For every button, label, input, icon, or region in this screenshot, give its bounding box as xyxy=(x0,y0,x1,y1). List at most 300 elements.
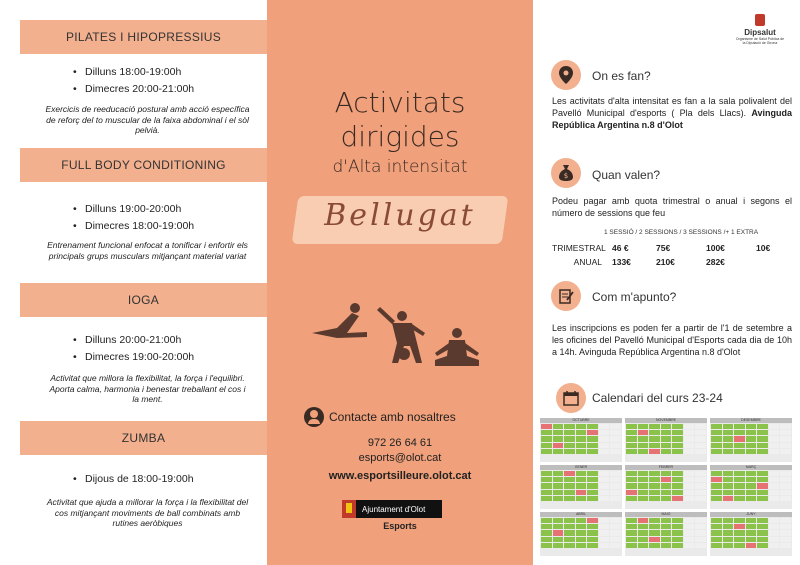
calendar-day xyxy=(684,483,695,488)
calendar-day xyxy=(626,430,637,435)
calendar-day xyxy=(769,443,780,448)
calendar-day xyxy=(780,430,791,435)
calendar-day xyxy=(661,471,672,476)
calendar-day xyxy=(734,471,745,476)
calendar-day xyxy=(711,443,722,448)
price-cell: 282€ xyxy=(706,257,725,267)
calendar-day xyxy=(711,524,722,529)
section-title-pilates: PILATES I HIPOPRESSIUS xyxy=(20,20,267,54)
calendar-day xyxy=(746,424,757,429)
calendar-day xyxy=(599,524,610,529)
calendar-day xyxy=(757,483,768,488)
calendar-day xyxy=(672,477,683,482)
calendar-day xyxy=(672,518,683,523)
section-title-ioga: IOGA xyxy=(20,283,267,317)
calendar-icon xyxy=(556,383,586,413)
calendar-day xyxy=(734,449,745,454)
calendar-day xyxy=(746,524,757,529)
subtitle: d'Alta intensitat xyxy=(332,157,468,177)
calendar-day xyxy=(711,424,722,429)
calendar-day xyxy=(684,524,695,529)
calendar-day xyxy=(746,530,757,535)
calendar-day xyxy=(610,443,621,448)
calendar-day xyxy=(638,424,649,429)
calendar-day xyxy=(564,471,575,476)
calendar-day xyxy=(695,477,706,482)
calendar-day xyxy=(638,543,649,548)
calendar-day xyxy=(723,490,734,495)
calendar-day xyxy=(695,543,706,548)
calendar-day xyxy=(649,436,660,441)
where-address: Avinguda República Argentina n.8 d'Olot xyxy=(552,108,792,130)
shield-icon xyxy=(342,500,356,518)
description-pilates: Exercicis de reeducació postural amb acció específica de reforç del to muscular de la faixa abdominal i el sòl pelvià. xyxy=(45,104,250,135)
where-text xyxy=(552,95,792,131)
calendar-day xyxy=(599,490,610,495)
signup-text: Les inscripcions es poden fer a partir de l'1 de setembre a les oficines del Pavelló Municipal d'Esports cada dia de 10h a 14h. Avinguda República Argentina n.8 d'Olot xyxy=(552,323,792,357)
calendar-day xyxy=(734,530,745,535)
calendar-day xyxy=(769,490,780,495)
calendar-day xyxy=(610,543,621,548)
calendar-day xyxy=(661,443,672,448)
calendar-day xyxy=(576,537,587,542)
calendar-day xyxy=(711,518,722,523)
calendar-day xyxy=(541,436,552,441)
calendar-day xyxy=(599,483,610,488)
calendar-day xyxy=(599,537,610,542)
calendar-day xyxy=(672,496,683,501)
calendar-day xyxy=(746,436,757,441)
calendar-day xyxy=(757,471,768,476)
calendar-day xyxy=(684,543,695,548)
calendar-day xyxy=(734,483,745,488)
calendar-day xyxy=(541,424,552,429)
calendar-day xyxy=(661,537,672,542)
calendar-day xyxy=(541,477,552,482)
signup-title: Com m'apunto? xyxy=(592,290,677,304)
calendar-day xyxy=(649,430,660,435)
calendar-day xyxy=(672,483,683,488)
row-label: TRIMESTRAL xyxy=(552,243,606,253)
calendar-day xyxy=(672,430,683,435)
calendar-day xyxy=(576,471,587,476)
calendar-day xyxy=(610,490,621,495)
calendar-day xyxy=(564,530,575,535)
calendar-day xyxy=(711,543,722,548)
calendar-day xyxy=(626,543,637,548)
phone-number: 972 26 64 61 xyxy=(367,437,433,449)
calendar-day xyxy=(649,443,660,448)
calendar-day xyxy=(649,490,660,495)
calendar-day xyxy=(746,490,757,495)
calendar-day xyxy=(757,524,768,529)
calendar-day xyxy=(638,471,649,476)
calendar-day xyxy=(553,543,564,548)
calendar-day xyxy=(576,443,587,448)
calendar-day xyxy=(769,530,780,535)
schedule-full-body xyxy=(73,203,194,237)
calendar-day xyxy=(684,537,695,542)
calendar-day xyxy=(553,424,564,429)
calendar-day xyxy=(541,524,552,529)
calendar-month xyxy=(625,512,707,556)
calendar-day xyxy=(599,436,610,441)
calendar-day xyxy=(587,443,598,448)
price-title: Quan valen? xyxy=(592,168,661,182)
calendar-month xyxy=(710,418,792,462)
calendar-day xyxy=(564,518,575,523)
coat-of-arms-icon xyxy=(755,14,765,26)
calendar-day xyxy=(587,483,598,488)
calendar-day xyxy=(638,530,649,535)
calendar-day xyxy=(541,530,552,535)
calendar-day xyxy=(672,424,683,429)
calendar-day xyxy=(734,543,745,548)
calendar-day xyxy=(711,436,722,441)
calendar-day xyxy=(626,449,637,454)
calendar-day xyxy=(695,424,706,429)
calendar-day xyxy=(695,430,706,435)
description-zumba: Activitat que ajuda a millorar la força i la flexibilitat del cos mitjançant moviments de ball combinats amb rutines aeròbiques xyxy=(46,497,249,528)
calendar-day xyxy=(769,543,780,548)
calendar-day xyxy=(695,483,706,488)
calendar-day xyxy=(769,477,780,482)
calendar-day xyxy=(695,436,706,441)
calendar-day xyxy=(553,490,564,495)
calendar-day xyxy=(564,483,575,488)
calendar-day xyxy=(723,496,734,501)
city-logo xyxy=(342,500,442,518)
email-link[interactable]: esports@olot.cat xyxy=(358,452,442,464)
calendar-day xyxy=(576,436,587,441)
schedule-pilates xyxy=(73,66,194,100)
calendar-day xyxy=(541,518,552,523)
calendar-day xyxy=(638,449,649,454)
calendar-day xyxy=(610,430,621,435)
calendar-day xyxy=(672,530,683,535)
calendar-day xyxy=(769,483,780,488)
calendar-day xyxy=(553,436,564,441)
calendar-day xyxy=(610,424,621,429)
calendar-day xyxy=(587,530,598,535)
calendar-day xyxy=(576,543,587,548)
calendar-day xyxy=(746,518,757,523)
calendar-day xyxy=(599,424,610,429)
calendar-day xyxy=(541,537,552,542)
brand-name: Bellugat xyxy=(324,198,476,233)
price-header: 1 SESSIÓ / 2 SESSIONS / 3 SESSIONS /+ 1 EXTRA xyxy=(604,229,759,236)
calendar-day xyxy=(734,524,745,529)
section-title-zumba: ZUMBA xyxy=(20,421,267,455)
calendar-day xyxy=(626,424,637,429)
calendar-day xyxy=(553,518,564,523)
schedule-item: • Dimecres 19:00-20:00h xyxy=(73,351,194,363)
calendar-day xyxy=(769,424,780,429)
calendar-day xyxy=(695,518,706,523)
title-line-1: Activitats xyxy=(334,86,466,119)
calendar-day xyxy=(638,483,649,488)
calendar-day xyxy=(626,483,637,488)
left-panel xyxy=(0,0,267,565)
price-cell: 46 € xyxy=(612,243,629,253)
calendar-day xyxy=(672,490,683,495)
price-cell: 10€ xyxy=(756,243,771,253)
calendar-day xyxy=(626,477,637,482)
logo-text: Ajuntament d'Olot xyxy=(362,504,426,514)
calendar-day xyxy=(684,430,695,435)
calendar-day xyxy=(757,518,768,523)
org-name: Dipsalut xyxy=(744,28,776,37)
calendar-day xyxy=(780,477,791,482)
calendar-day xyxy=(746,477,757,482)
calendar-day xyxy=(610,524,621,529)
calendar-day xyxy=(780,518,791,523)
calendar-month-label: OCTUBRE xyxy=(540,418,622,423)
calendar-day xyxy=(757,449,768,454)
calendar-day xyxy=(723,443,734,448)
calendar-day xyxy=(746,443,757,448)
description-ioga: Activitat que millora la flexibilitat, la força i l'equilibri. Aporta calma, harmonia i benestar treballant el cos i la ment. xyxy=(49,373,246,404)
calendar-day xyxy=(695,530,706,535)
table-row xyxy=(550,256,791,268)
calendar-day xyxy=(684,496,695,501)
calendar-day xyxy=(734,490,745,495)
calendar-day xyxy=(564,524,575,529)
price-cell xyxy=(754,256,791,268)
clipboard-icon xyxy=(551,281,581,311)
calendar-day xyxy=(649,477,660,482)
schedule-item: • Dilluns 19:00-20:00h xyxy=(73,203,194,215)
calendar-day xyxy=(780,543,791,548)
calendar-day xyxy=(711,490,722,495)
calendar-day xyxy=(553,430,564,435)
calendar-day xyxy=(711,496,722,501)
calendar-day xyxy=(610,537,621,542)
calendar-day xyxy=(649,530,660,535)
exercise-figures-icon xyxy=(307,288,497,378)
calendar-day xyxy=(587,490,598,495)
calendar-day xyxy=(780,424,791,429)
calendar-day xyxy=(661,490,672,495)
calendar-day xyxy=(576,518,587,523)
calendar-day xyxy=(626,436,637,441)
calendar-day xyxy=(638,524,649,529)
calendar-day xyxy=(599,443,610,448)
calendar-day xyxy=(672,449,683,454)
calendar-month xyxy=(540,512,622,556)
calendar-day xyxy=(576,496,587,501)
calendar-day xyxy=(553,483,564,488)
calendar-day xyxy=(695,496,706,501)
calendar-day xyxy=(780,471,791,476)
calendar-day xyxy=(587,524,598,529)
calendar-day xyxy=(780,483,791,488)
calendar-day xyxy=(553,477,564,482)
calendar-day xyxy=(780,530,791,535)
calendar-day xyxy=(672,537,683,542)
calendar-day xyxy=(757,430,768,435)
calendar-day xyxy=(587,543,598,548)
calendar-day xyxy=(746,471,757,476)
schedule-item: • Dilluns 20:00-21:00h xyxy=(73,334,194,346)
calendar-day xyxy=(610,436,621,441)
calendar-day xyxy=(564,449,575,454)
calendar-day xyxy=(723,477,734,482)
calendar-day xyxy=(684,443,695,448)
calendar-day xyxy=(599,496,610,501)
calendar-day xyxy=(541,496,552,501)
calendar-day xyxy=(723,537,734,542)
contact-person-icon xyxy=(304,407,324,427)
calendar-day xyxy=(661,436,672,441)
calendar-day xyxy=(757,543,768,548)
calendar-day xyxy=(695,537,706,542)
calendar-day xyxy=(780,496,791,501)
calendar-day xyxy=(672,443,683,448)
calendar-day xyxy=(661,530,672,535)
calendar-day xyxy=(661,430,672,435)
calendar-day xyxy=(564,490,575,495)
svg-text:$: $ xyxy=(563,172,569,180)
calendar-day xyxy=(638,443,649,448)
description-full-body: Entrenament funcional enfocat a tonificar i enfortir els principals grups musculars mitjançant material variat xyxy=(47,240,248,261)
calendar-month xyxy=(625,418,707,462)
calendar-day xyxy=(684,436,695,441)
calendar-day xyxy=(734,477,745,482)
calendar-day xyxy=(695,524,706,529)
calendar-day xyxy=(661,518,672,523)
calendar-day xyxy=(610,483,621,488)
calendar-day xyxy=(723,449,734,454)
calendar-month-label: ABRIL xyxy=(540,512,622,517)
calendar-day xyxy=(769,430,780,435)
calendar-day xyxy=(541,543,552,548)
calendar-day xyxy=(661,496,672,501)
calendar-day xyxy=(626,518,637,523)
calendar-day xyxy=(626,537,637,542)
calendar-month xyxy=(710,465,792,509)
calendar-day xyxy=(638,537,649,542)
calendar-day xyxy=(711,449,722,454)
schedule-item: • Dijous de 18:00-19:00h xyxy=(73,473,194,485)
calendar-day xyxy=(757,443,768,448)
calendar-day xyxy=(626,530,637,535)
calendar-day xyxy=(541,483,552,488)
website-link[interactable]: www.esportsilleure.olot.cat xyxy=(328,470,472,482)
calendar-day xyxy=(649,537,660,542)
title-line-2: dirigides xyxy=(340,120,460,153)
schedule-item: • Dimecres 18:00-19:00h xyxy=(73,220,194,232)
schedule-zumba xyxy=(73,473,194,490)
calendar-day xyxy=(684,471,695,476)
contact-label: Contacte amb nosaltres xyxy=(329,410,456,424)
logo-subtitle: Esports xyxy=(383,521,417,531)
calendar-day xyxy=(723,524,734,529)
calendar-day xyxy=(780,443,791,448)
calendar-day xyxy=(553,524,564,529)
calendar-day xyxy=(734,424,745,429)
calendar-day xyxy=(553,471,564,476)
calendar-day xyxy=(553,537,564,542)
calendar-day xyxy=(769,496,780,501)
calendar-day xyxy=(780,449,791,454)
calendar-month xyxy=(540,418,622,462)
calendar-day xyxy=(587,477,598,482)
calendar-day xyxy=(746,430,757,435)
calendar-day xyxy=(684,424,695,429)
calendar-day xyxy=(638,490,649,495)
calendar-day xyxy=(599,471,610,476)
calendar-day xyxy=(672,524,683,529)
calendar-day xyxy=(695,443,706,448)
calendar-day xyxy=(610,471,621,476)
calendar-day xyxy=(553,449,564,454)
calendar-day xyxy=(661,424,672,429)
schedule-ioga xyxy=(73,334,194,368)
calendar-day xyxy=(734,537,745,542)
calendar-day xyxy=(587,518,598,523)
price-cell: 75€ xyxy=(656,243,671,253)
calendar-day xyxy=(746,483,757,488)
calendar-day xyxy=(711,477,722,482)
where-body: Les activitats d'alta intensitat es fan a la sala polivalent del Pavelló Municipal d'esports ( Pla dels Llacs). xyxy=(552,96,792,118)
calendar-day xyxy=(564,537,575,542)
calendar-day xyxy=(723,543,734,548)
calendar-month-label: JUNY xyxy=(710,512,792,517)
calendar-day xyxy=(626,443,637,448)
calendar-month-label: NOVEMBRE xyxy=(625,418,707,423)
calendar-day xyxy=(661,524,672,529)
calendar-day xyxy=(757,537,768,542)
calendar-day xyxy=(684,477,695,482)
calendar-day xyxy=(541,430,552,435)
center-panel xyxy=(267,0,533,565)
calendar-month-label: FEBRER xyxy=(625,465,707,470)
calendar-day xyxy=(746,449,757,454)
calendar-day xyxy=(576,530,587,535)
calendar-day xyxy=(661,449,672,454)
calendar-day xyxy=(769,471,780,476)
calendar-day xyxy=(638,477,649,482)
calendar-day xyxy=(695,490,706,495)
calendar-day xyxy=(746,537,757,542)
money-bag-icon xyxy=(551,158,581,188)
calendar-day xyxy=(711,471,722,476)
calendar-day xyxy=(684,530,695,535)
calendar-day xyxy=(564,543,575,548)
calendar-day xyxy=(576,524,587,529)
calendar-day xyxy=(638,496,649,501)
calendar-day xyxy=(587,537,598,542)
calendar-day xyxy=(599,477,610,482)
calendar-day xyxy=(734,443,745,448)
calendar-day xyxy=(564,424,575,429)
calendar-day xyxy=(649,449,660,454)
calendar-day xyxy=(541,490,552,495)
calendar-day xyxy=(564,496,575,501)
calendar-day xyxy=(723,430,734,435)
calendar-day xyxy=(780,537,791,542)
calendar-day xyxy=(649,471,660,476)
calendar-day xyxy=(599,543,610,548)
calendar-day xyxy=(780,490,791,495)
calendar-day xyxy=(711,430,722,435)
calendar-day xyxy=(649,496,660,501)
calendar-day xyxy=(757,424,768,429)
price-cell: 133€ xyxy=(612,257,631,267)
calendar-day xyxy=(626,471,637,476)
schedule-item: • Dimecres 20:00-21:00h xyxy=(73,83,194,95)
